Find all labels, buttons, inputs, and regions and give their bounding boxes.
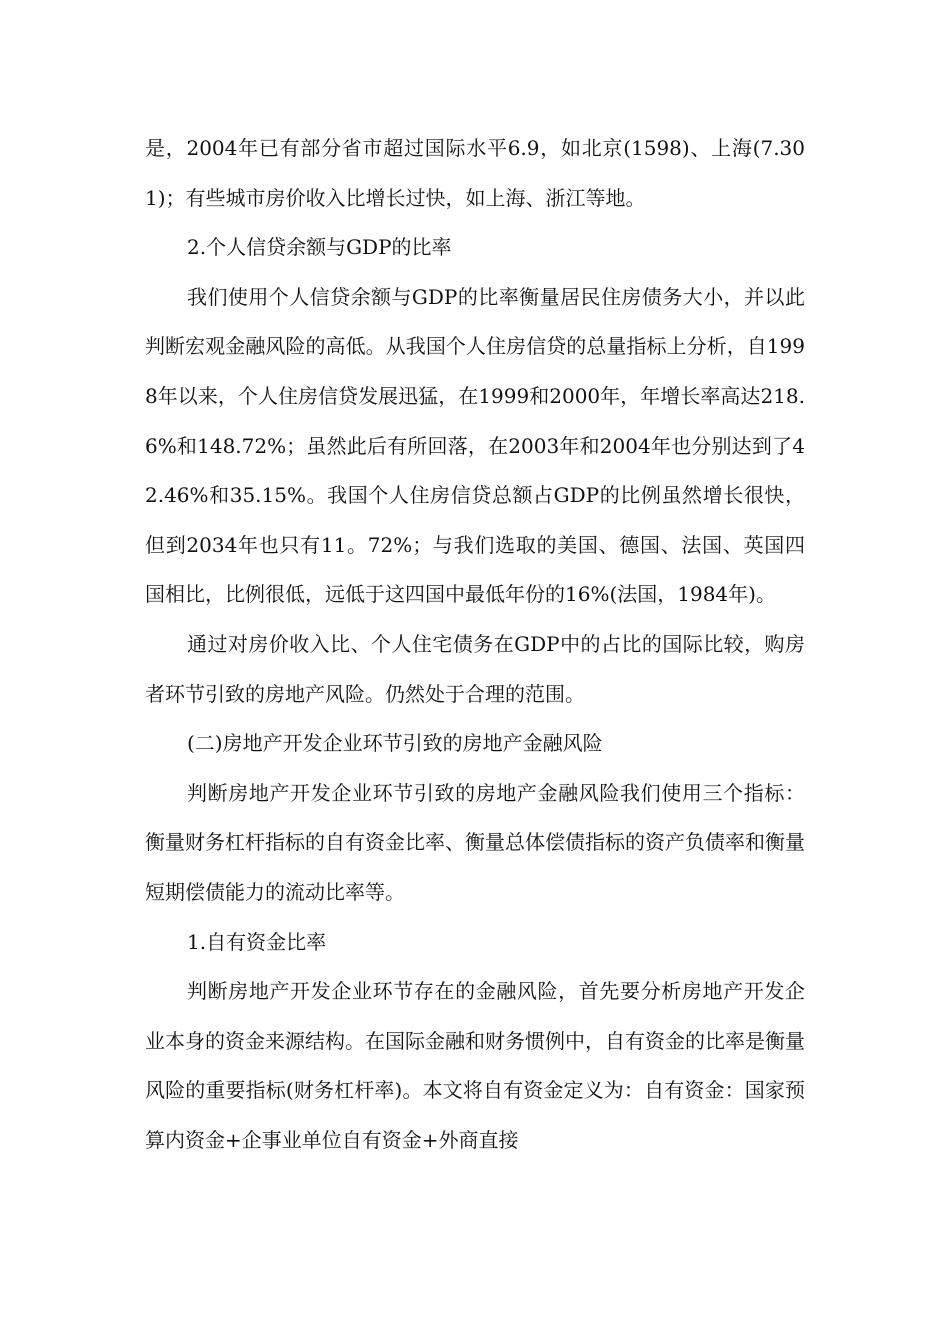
- document-body: [145, 124, 805, 1165]
- paragraph-three-indicators: 判断房地产开发企业环节引致的房地产金融风险我们使用三个指标：衡量财务杠杆指标的自有资金比率、衡量总体偿债指标的资产负债率和衡量短期偿债能力的流动比率等。: [145, 780, 805, 904]
- paragraph-continuation: 是，2004年已有部分省市超过国际水平6.9，如北京(1598)、上海(7.301)；有些城市房价收入比增长过快，如上海、浙江等地。: [145, 136, 805, 210]
- section-heading-own-capital-ratio: 1.自有资金比率: [187, 929, 327, 954]
- section-heading-developer-risk: (二)房地产开发企业环节引致的房地产金融风险: [187, 731, 603, 756]
- paragraph-international-comparison: 通过对房价收入比、个人住宅债务在GDP中的占比的国际比较，购房者环节引致的房地产风险。仍然处于合理的范围。: [145, 631, 805, 706]
- paragraph-personal-credit-analysis: 我们使用个人信贷余额与GDP的比率衡量居民住房债务大小，并以此判断宏观金融风险的高低。从我国个人住房信贷的总量指标上分析，自1998年以来，个人住房信贷发展迅猛，在1999和2000年，年增长率高达218.6%和148.72%；虽然此后有所回落，在2003年和2004年也分别达到了42.46%和35.15%。我国个人住房信贷总额占GDP的比例虽然增长很快，但到2034年也只有11。72%；与我们选取的美国、德国、法国、英国四国相比，比例很低，远低于这四国中最低年份的16%(法国，1984年)。: [145, 284, 805, 607]
- section-heading-personal-credit-ratio: 2.个人信贷余额与GDP的比率: [187, 235, 452, 260]
- paragraph-capital-structure: 判断房地产开发企业环节存在的金融风险，首先要分析房地产开发企业本身的资金来源结构。在国际金融和财务惯例中，自有资金的比率是衡量风险的重要指标(财务杠杆率)。本文将自有资金定义为：自有资金：国家预算内资金+企事业单位自有资金+外商直接: [145, 979, 805, 1152]
